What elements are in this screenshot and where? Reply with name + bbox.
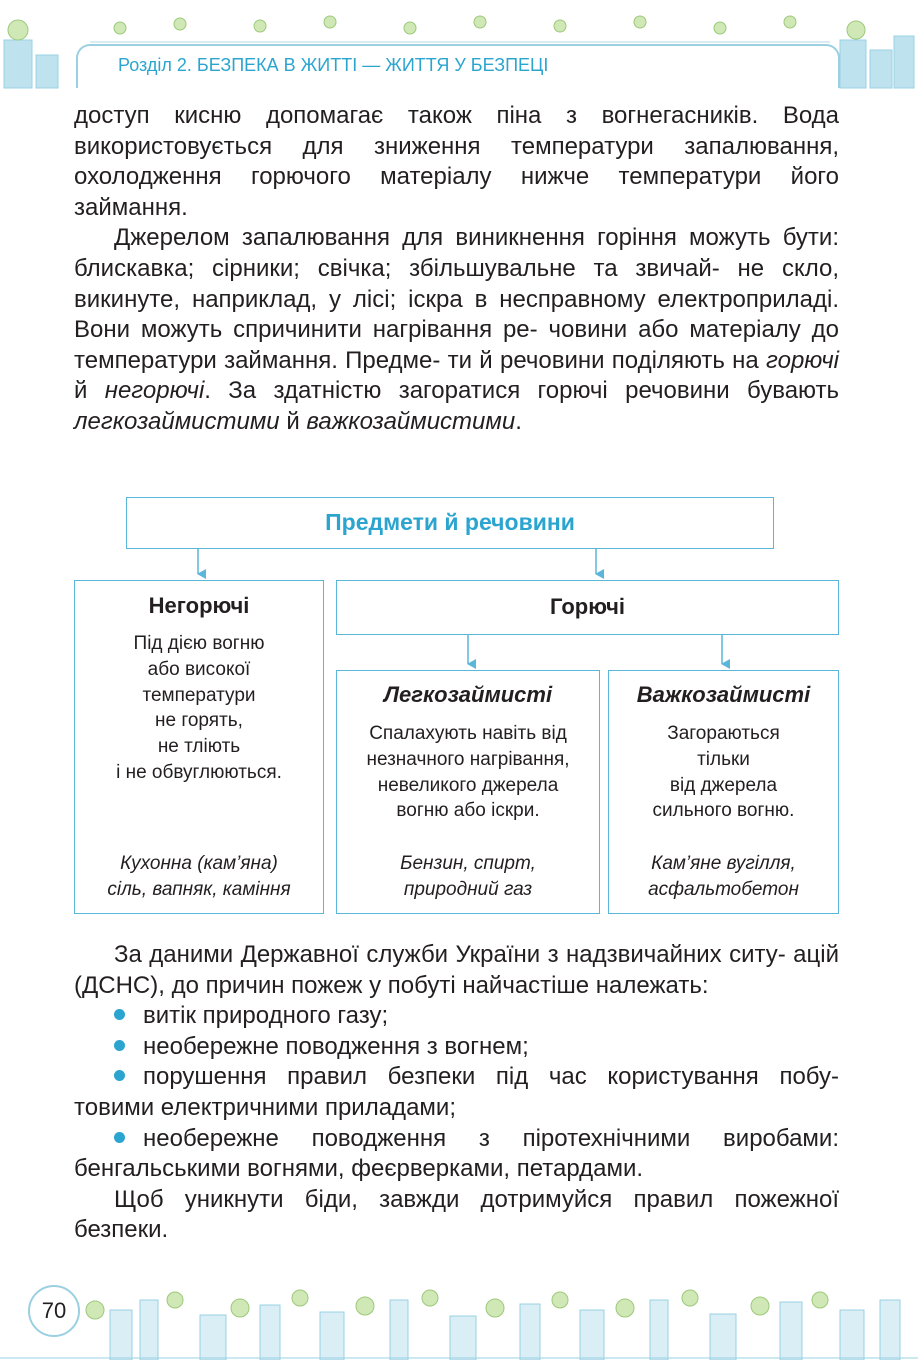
nonflammable-desc: Під дією вогню або високої температури не горять, не тліють і не обвуглюються.: [116, 633, 282, 783]
chapter-label: Розділ 2.: [118, 55, 192, 75]
nonflammable-box: [74, 580, 324, 914]
easy-flammable-box: [336, 670, 600, 914]
nonflammable-title: Негорючі: [148, 593, 250, 618]
intro-paragraph: За даними Державної служби України з надзвичайних ситу- ацій (ДСНС), до причин пожеж у побуті найчастіше належать:: [74, 941, 839, 999]
nonflammable-examples: Кухонна (кам’яна) сіль, вапняк, каміння: [107, 853, 291, 900]
text-block-bottom: [74, 940, 839, 1246]
flammable-box: [336, 580, 839, 635]
list-item: витік природного газу;: [74, 1001, 839, 1032]
list-item: необережне поводження з вогнем;: [74, 1032, 839, 1063]
paragraph-2: Джерелом запалювання для виникнення горіння можуть бути: блискавка; сірники; свічка; збільшувальне та звичай- не скло, викинуте, наприклад, у лісі; іскра в несправному електроприладі. Вони можуть спричинити нагрівання ре- човини або матеріалу до температури займання. Предме- ти й речовини поділяють на горючі й негорючі. За здатністю загоратися горючі речовини бувають легкозаймистими й важкозаймистими.: [74, 224, 840, 435]
closing-paragraph: Щоб уникнути біди, завжди дотримуйся правил пожежної безпеки.: [74, 1185, 839, 1244]
bullet-icon: [114, 1040, 125, 1051]
bullet-icon: [114, 1070, 125, 1081]
flammable-title: Горючі: [549, 594, 626, 619]
running-header: [118, 55, 548, 76]
footer-city-illustration: [0, 1270, 918, 1360]
diagram-root-title: Предмети й речовини: [325, 509, 575, 535]
paragraph-1: доступ кисню допомагає також піна з вогнегасників. Вода використовується для зниження температури запалювання, охолодження горючого матеріалу нижче температури його займання.: [74, 102, 839, 221]
list-item: необережне поводження з піротехнічними виробами: бенгальськими вогнями, феєрверками, петардами.: [74, 1124, 839, 1183]
hard-flammable-title: Важкозаймисті: [636, 682, 811, 707]
bullet-icon: [114, 1009, 125, 1020]
list-item: порушення правил безпеки під час користування побу- товими електричними приладами;: [74, 1063, 839, 1121]
hard-flammable-box: [608, 670, 839, 914]
chapter-title: БЕЗПЕКА В ЖИТТІ — ЖИТТЯ У БЕЗПЕЦІ: [196, 55, 549, 75]
text-block-top: [74, 101, 839, 438]
easy-flammable-title: Легкозаймисті: [383, 682, 553, 707]
hard-flammable-examples: Кам’яне вугілля, асфальтобетон: [648, 853, 799, 900]
easy-flammable-examples: Бензин, спирт, природний газ: [400, 853, 536, 900]
diagram-root-box: [126, 497, 774, 549]
easy-flammable-desc: Спалахують навіть від незначного нагрівання, невеликого джерела вогню або іскри.: [366, 723, 570, 822]
bullet-icon: [114, 1132, 125, 1143]
page-number: 70: [28, 1285, 80, 1337]
hard-flammable-desc: Загораються тільки від джерела сильного вогню.: [652, 723, 795, 822]
